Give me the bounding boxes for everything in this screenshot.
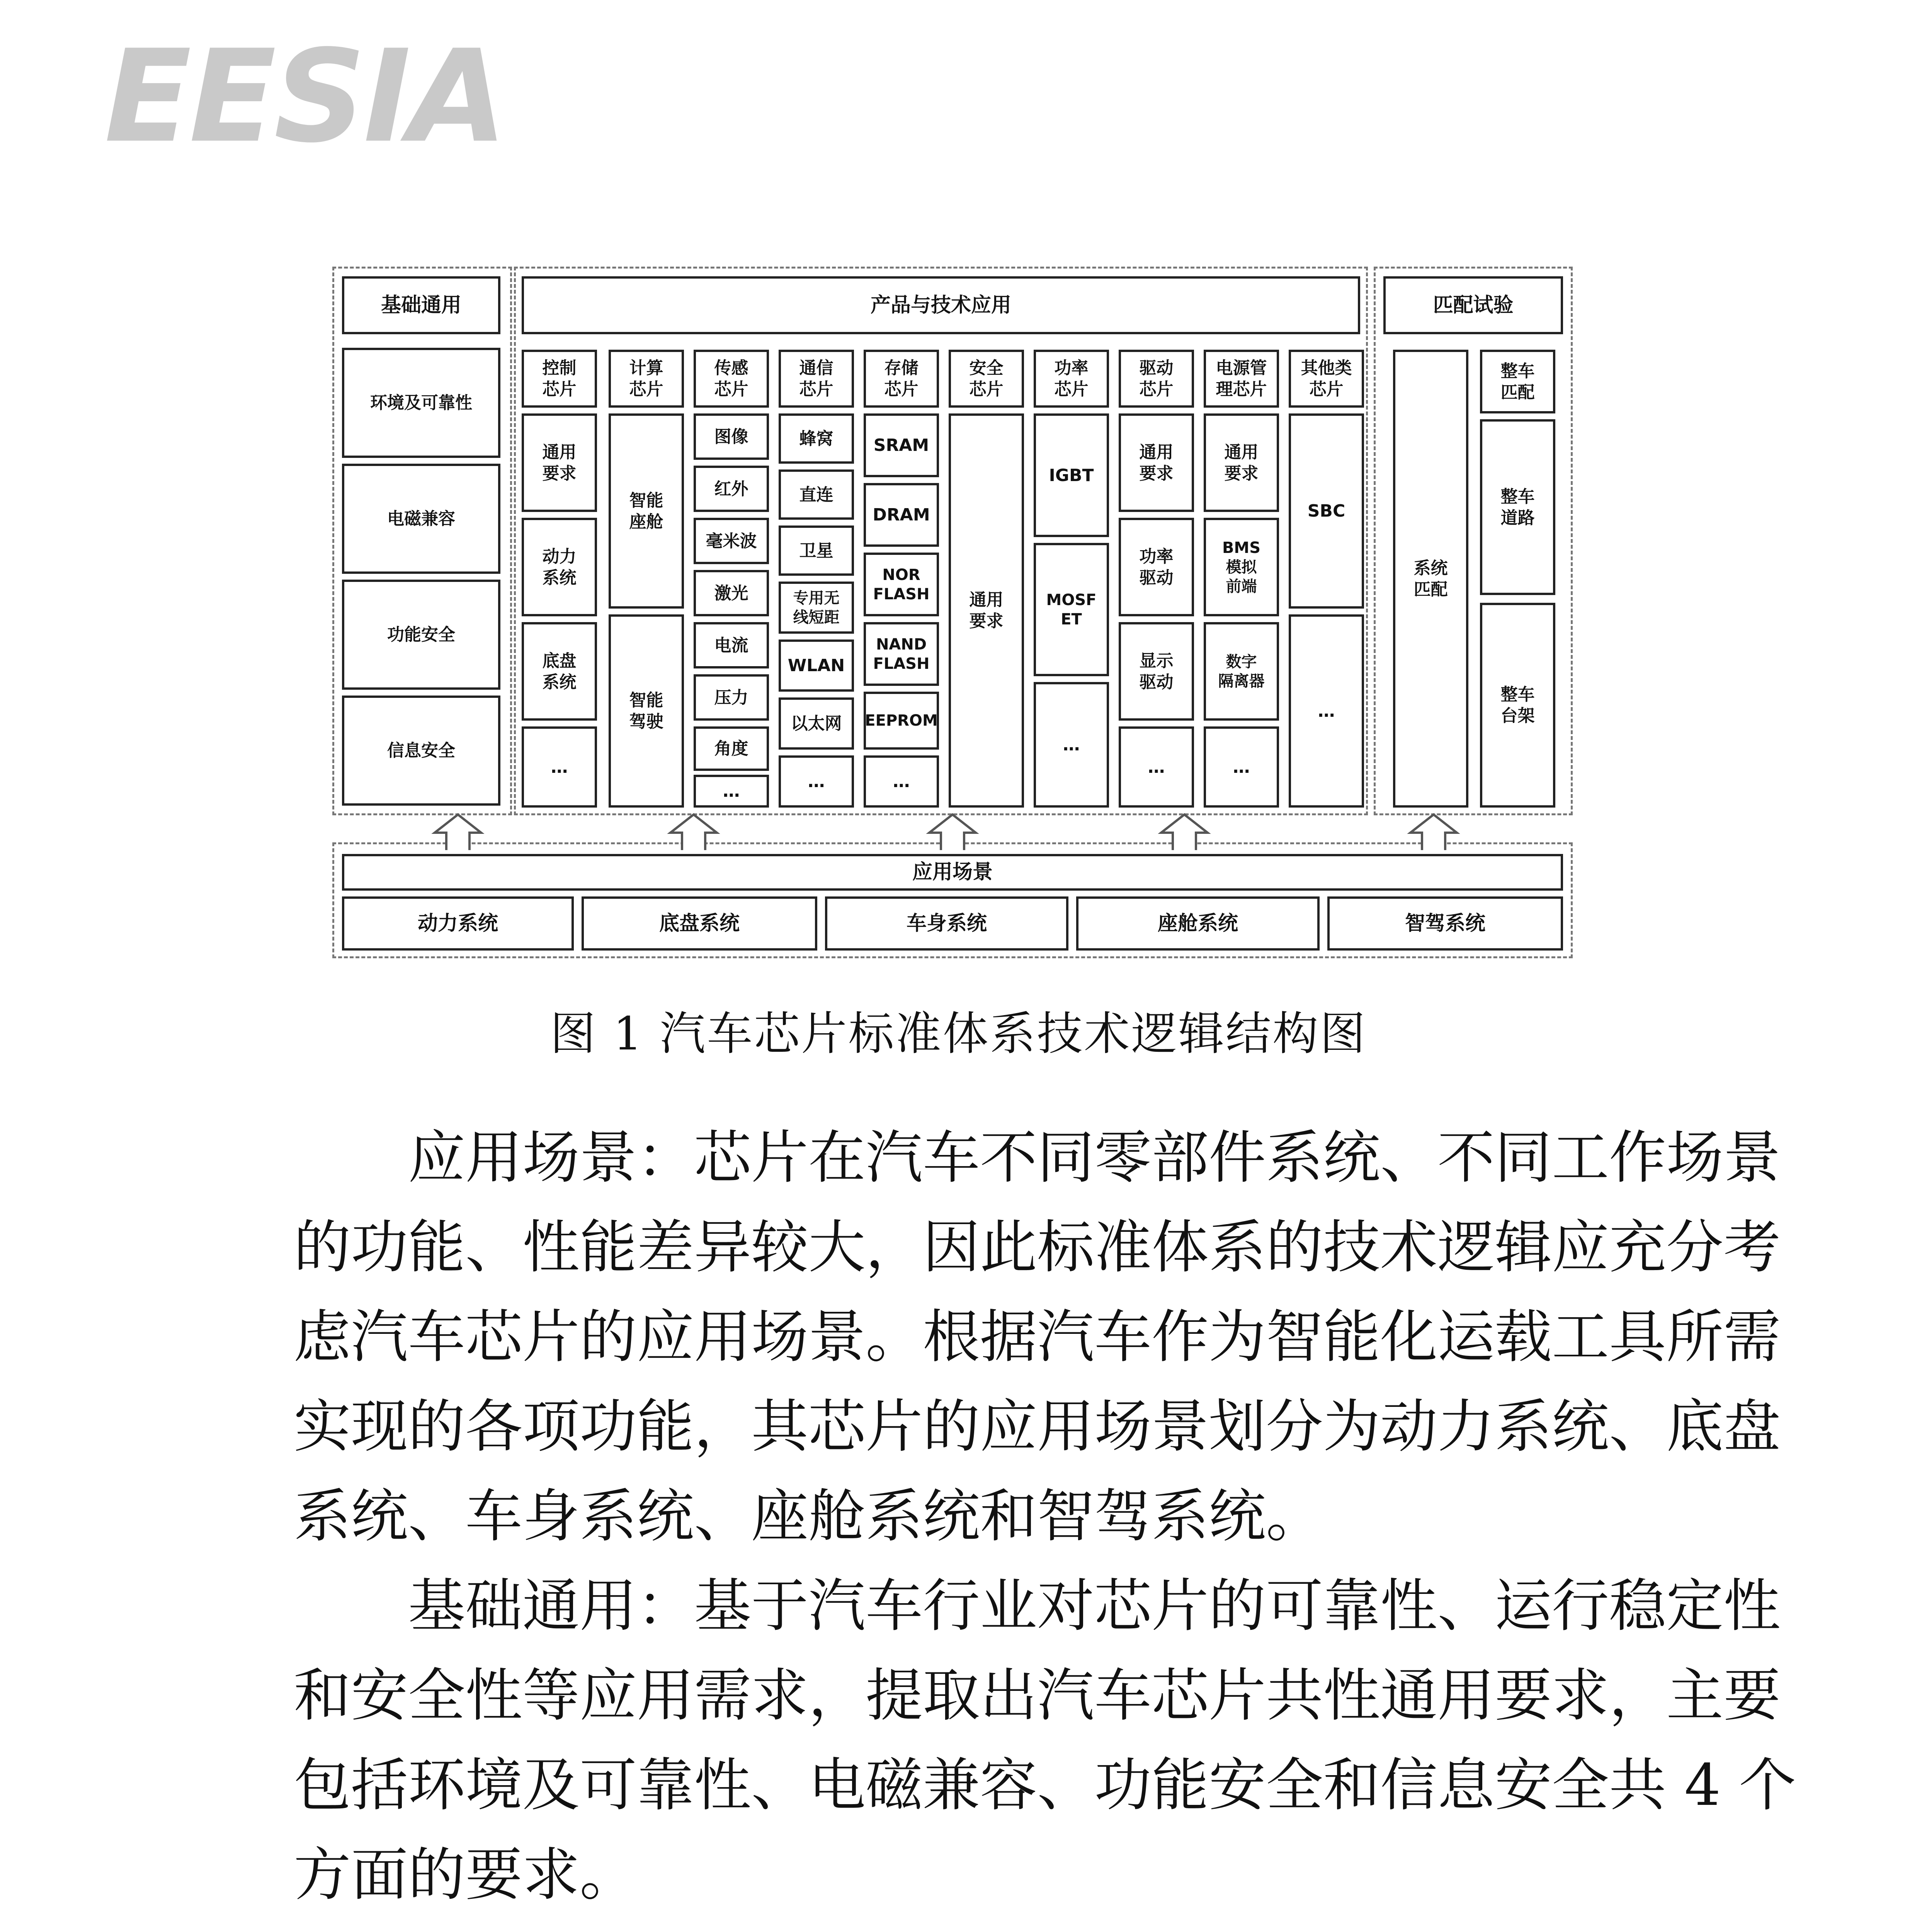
product-column-item: 图像 [694, 413, 769, 460]
product-column-item: SBC [1289, 413, 1364, 609]
foundation-item: 功能安全 [342, 580, 500, 690]
product-column-item: WLAN [779, 639, 854, 692]
product-column-item: 以太网 [779, 697, 854, 750]
up-arrow-icon [1410, 815, 1457, 850]
product-column-header: 功率 芯片 [1034, 350, 1109, 408]
foundation-item: 电磁兼容 [342, 464, 500, 574]
text-line: 虑汽车芯片的应用场景。根据汽车作为智能化运载工具所需 [294, 1304, 1781, 1370]
product-column-item: 毫米波 [694, 518, 769, 564]
paragraph-scenarios [294, 1113, 1781, 1561]
scenario-item: 智驾系统 [1327, 896, 1563, 951]
product-column-item: BMS 模拟 前端 [1204, 518, 1279, 616]
up-arrows [0, 811, 1917, 854]
figure-caption: 图 1 汽车芯片标准体系技术逻辑结构图 [550, 1007, 1367, 1060]
product-column-header: 控制 芯片 [522, 350, 597, 408]
product-column-item: … [864, 755, 939, 808]
product-column-item: 通用 要求 [1119, 413, 1194, 512]
products-title: 产品与技术应用 [522, 276, 1360, 334]
up-arrow-icon [670, 815, 717, 850]
product-column-item: … [1034, 682, 1109, 808]
product-column-item: NOR FLASH [864, 553, 939, 616]
product-column-item: 卫星 [779, 526, 854, 576]
product-column-header: 计算 芯片 [609, 350, 684, 408]
product-column-item: … [694, 775, 769, 808]
product-column-header: 存储 芯片 [864, 350, 939, 408]
product-column-header: 传感 芯片 [694, 350, 769, 408]
product-column-item: 显示 驱动 [1119, 622, 1194, 721]
text-line: 实现的各项功能，其芯片的应用场景划分为动力系统、底盘 [294, 1393, 1781, 1460]
product-column-item: 激光 [694, 570, 769, 616]
scenario-item: 动力系统 [342, 896, 574, 951]
product-column-item: 压力 [694, 674, 769, 721]
eesia-logo: EESIA [104, 22, 505, 171]
product-column-item: DRAM [864, 483, 939, 547]
foundation-title: 基础通用 [342, 276, 500, 334]
product-column-item: … [1119, 726, 1194, 808]
product-column-header: 驱动 芯片 [1119, 350, 1194, 408]
text-line: 的功能、性能差异较大，因此标准体系的技术逻辑应充分考 [294, 1214, 1781, 1281]
product-column-item: IGBT [1034, 413, 1109, 537]
text-line: 包括环境及可靠性、电磁兼容、功能安全和信息安全共 4 个 [294, 1752, 1796, 1818]
product-column-item: 动力 系统 [522, 518, 597, 616]
product-column-item: 功率 驱动 [1119, 518, 1194, 616]
scenario-item: 底盘系统 [582, 896, 817, 951]
product-column-item: … [522, 726, 597, 808]
product-column-item: 智能 驾驶 [609, 614, 684, 808]
product-column-item: … [779, 755, 854, 808]
product-column-item: 通用 要求 [949, 413, 1024, 808]
product-column-item: 电流 [694, 622, 769, 668]
up-arrow-icon [1161, 815, 1208, 850]
matching-item: 整车 台架 [1480, 603, 1555, 808]
text-line [294, 1920, 1635, 1932]
up-arrow-icon [929, 815, 976, 850]
foundation-item: 信息安全 [342, 696, 500, 806]
text-line: 和安全性等应用需求，提取出汽车芯片共性通用要求，主要 [294, 1662, 1781, 1729]
text-line: 系统、车身系统、座舱系统和智驾系统。 [294, 1483, 1323, 1549]
scenario-item: 车身系统 [825, 896, 1068, 951]
scenarios-title: 应用场景 [342, 854, 1563, 891]
product-column-item: 底盘 系统 [522, 622, 597, 721]
product-column-header: 安全 芯片 [949, 350, 1024, 408]
paragraph-products [294, 1920, 1635, 1932]
text-line: 基础通用：基于汽车行业对芯片的可靠性、运行稳定性 [408, 1573, 1781, 1639]
product-column-header: 电源管 理芯片 [1204, 350, 1279, 408]
text-line: 方面的要求。 [294, 1842, 637, 1908]
text-line: 应用场景：芯片在汽车不同零部件系统、不同工作场景 [408, 1124, 1781, 1191]
product-column-item: MOSF ET [1034, 543, 1109, 676]
product-column-item: 角度 [694, 726, 769, 771]
product-column-header: 通信 芯片 [779, 350, 854, 408]
matching-item: 整车 道路 [1480, 419, 1555, 595]
matching-item: 整车 匹配 [1480, 350, 1555, 413]
product-column-item: SRAM [864, 413, 939, 477]
product-column-item: 专用无 线短距 [779, 582, 854, 634]
product-column-item: 蜂窝 [779, 413, 854, 464]
product-column-item: 通用 要求 [522, 413, 597, 512]
product-column-item: … [1204, 726, 1279, 808]
product-column-item: 红外 [694, 466, 769, 512]
product-column-item: 直连 [779, 469, 854, 520]
product-column-item: 智能 座舱 [609, 413, 684, 609]
up-arrow-icon [435, 815, 481, 850]
product-column-item: 数字 隔离器 [1204, 622, 1279, 721]
product-column-header: 其他类 芯片 [1289, 350, 1364, 408]
product-column-item: 通用 要求 [1204, 413, 1279, 512]
product-column-item: … [1289, 614, 1364, 808]
paragraph-foundation [294, 1561, 1796, 1920]
system-matching: 系统 匹配 [1393, 350, 1468, 808]
product-column-item: EEPROM [864, 692, 939, 750]
foundation-item: 环境及可靠性 [342, 348, 500, 458]
product-column-item: NAND FLASH [864, 622, 939, 686]
matching-title: 匹配试验 [1383, 276, 1563, 334]
scenario-item: 座舱系统 [1076, 896, 1320, 951]
